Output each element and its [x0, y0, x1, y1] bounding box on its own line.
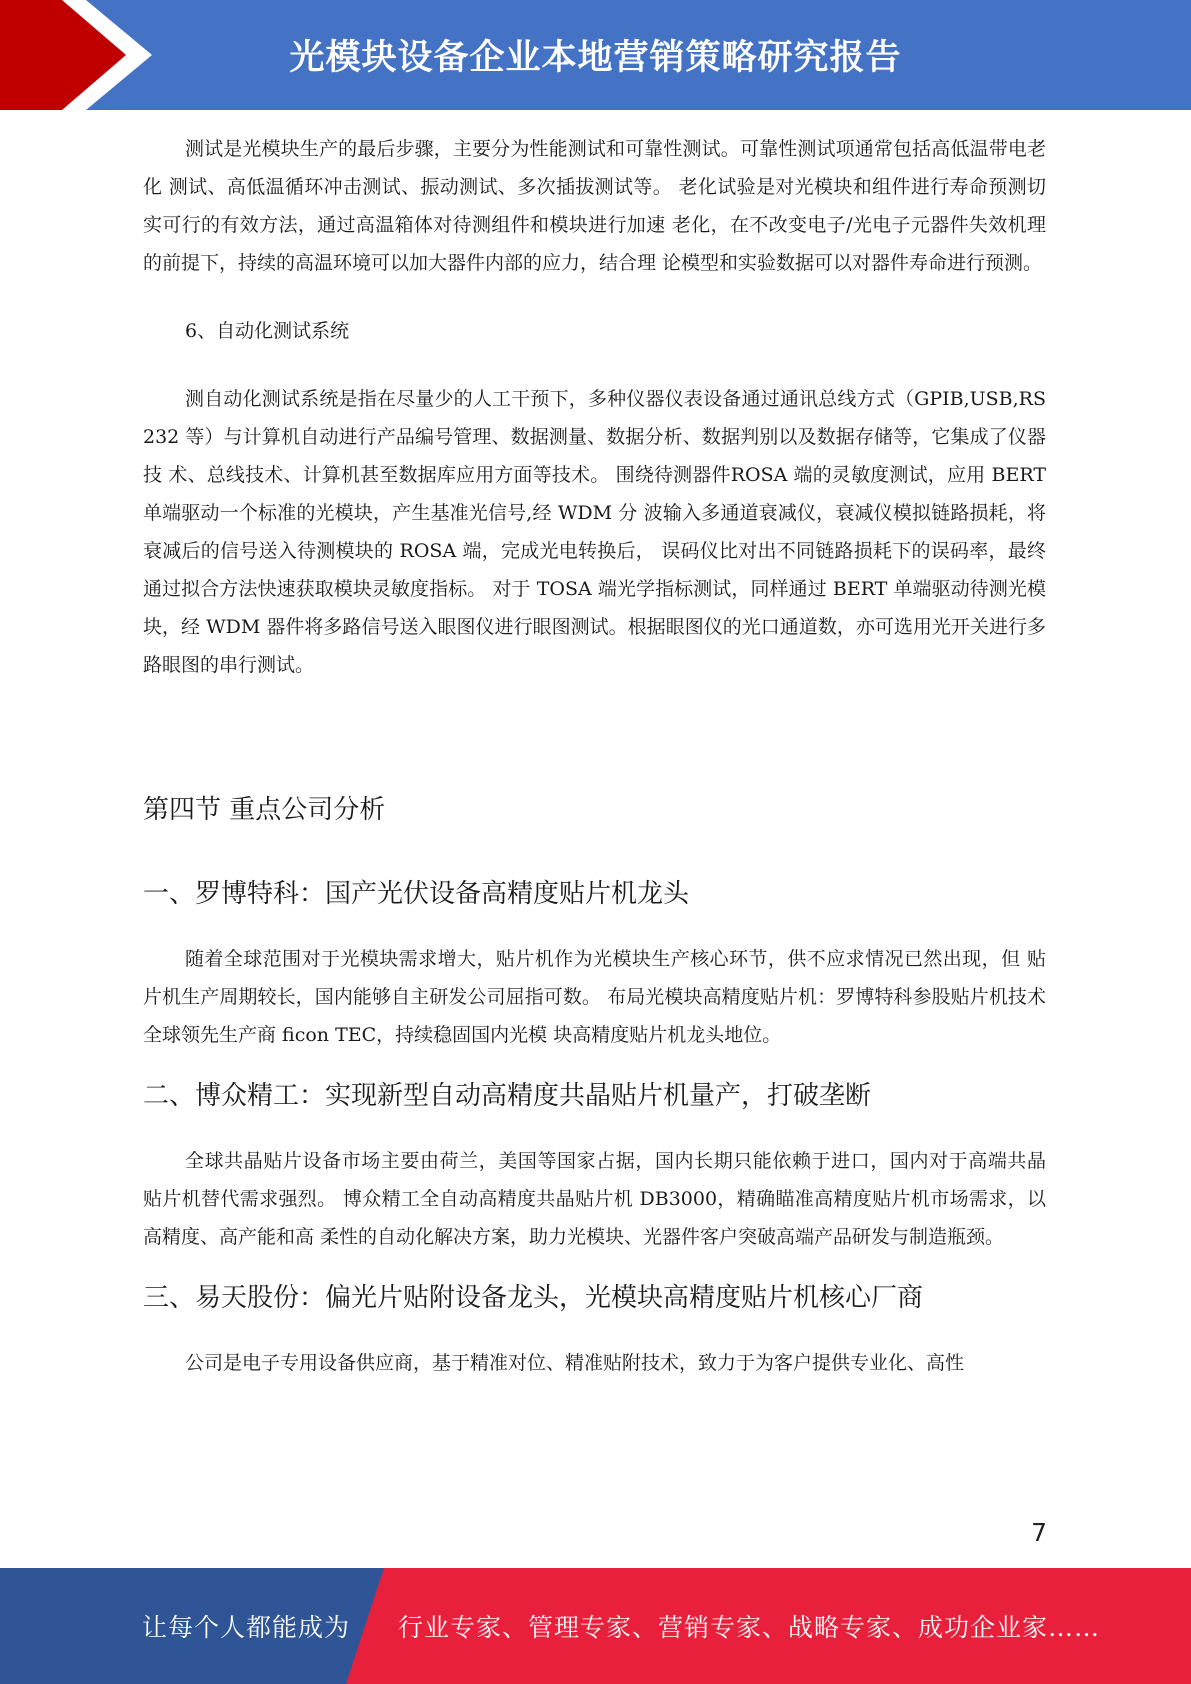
subheading-automated-testing: 6、自动化测试系统 — [185, 320, 350, 342]
footer-slogan-right: 行业专家、管理专家、营销专家、战略专家、成功企业家…… — [398, 1613, 1101, 1642]
company-paragraph-2: 全球共晶贴片设备市场主要由荷兰，美国等国家占据，国内长期只能依赖于进口，国内对于高端共晶 贴片机替代需求强烈。 博众精工全自动高精度共晶贴片机 DB3000，精确瞄准高精度贴片机市场需求，以高精度、高产能和高 柔性的自动化解决方案，助力光模块、光器件客户突破高端产品研发与制造瓶颈。 — [143, 1150, 1046, 1248]
footer-slogan-left: 让每个人都能成为 — [142, 1613, 351, 1642]
company-heading-2: 二、博众精工：实现新型自动高精度共晶贴片机量产，打破垄断 — [143, 1081, 872, 1111]
company-heading-1: 一、罗博特科：国产光伏设备高精度贴片机龙头 — [143, 879, 690, 909]
paragraph-testing-overview: 测试是光模块生产的最后步骤，主要分为性能测试和可靠性测试。可靠性测试项通常包括高低温带电老化 测试、高低温循环冲击测试、振动测试、多次插拔测试等。 老化试验是对光模块和组件进行寿命预测切实可行的有效方法，通过高温箱体对待测组件和模块进行加速 老化，在不改变电子/光电子元器件失效机理的前提下，持续的高温环境可以加大器件内部的应力，结合理 论模型和实验数据可以对器件寿命进行预测。 — [143, 138, 1046, 274]
report-title: 光模块设备企业本地营销策略研究报告 — [289, 38, 902, 78]
company-heading-3: 三、易天股份：偏光片贴附设备龙头，光模块高精度贴片机核心厂商 — [143, 1283, 924, 1313]
section-title: 第四节 重点公司分析 — [143, 795, 386, 825]
page-number: 7 — [1031, 1518, 1047, 1547]
paragraph-automated-testing: 测自动化测试系统是指在尽量少的人工干预下，多种仪器仪表设备通过通讯总线方式（GPIB,USB,RS232 等）与计算机自动进行产品编号管理、数据测量、数据分析、数据判别以及数据存储等，它集成了仪器技 术、总线技术、计算机甚至数据库应用方面等技术。 围绕待测器件ROSA 端的灵敏度测试，应用 BERT 单端驱动一个标准的光模块，产生基准光信号,经 WDM 分 波输入多通道衰减仪，衰减仪模拟链路损耗，将衰减后的信号送入待测模块的 ROSA 端，完成光电转换后， 误码仪比对出不同链路损耗下的误码率，最终通过拟合方法快速获取模块灵敏度指标。 对于 TOSA 端光学指标测试，同样通过 BERT 单端驱动待测光模块，经 WDM 器件将多路信号送入眼图仪进行眼图测试。根据眼图仪的光口通道数，亦可选用光开关进行多路眼图的串行测试。 — [143, 388, 1046, 676]
page-content — [143, 130, 1046, 1382]
company-paragraph-1: 随着全球范围对于光模块需求增大，贴片机作为光模块生产核心环节，供不应求情况已然出现，但 贴片机生产周期较长，国内能够自主研发公司屈指可数。 布局光模块高精度贴片机：罗博特科参股贴片机技术全球领先生产商 ficon TEC，持续稳固国内光模 块高精度贴片机龙头地位。 — [143, 948, 1046, 1046]
header-banner — [0, 0, 1191, 110]
company-paragraph-3: 公司是电子专用设备供应商，基于精准对位、精准贴附技术，致力于为客户提供专业化、高性 — [185, 1352, 965, 1374]
footer-banner — [0, 1568, 1191, 1684]
